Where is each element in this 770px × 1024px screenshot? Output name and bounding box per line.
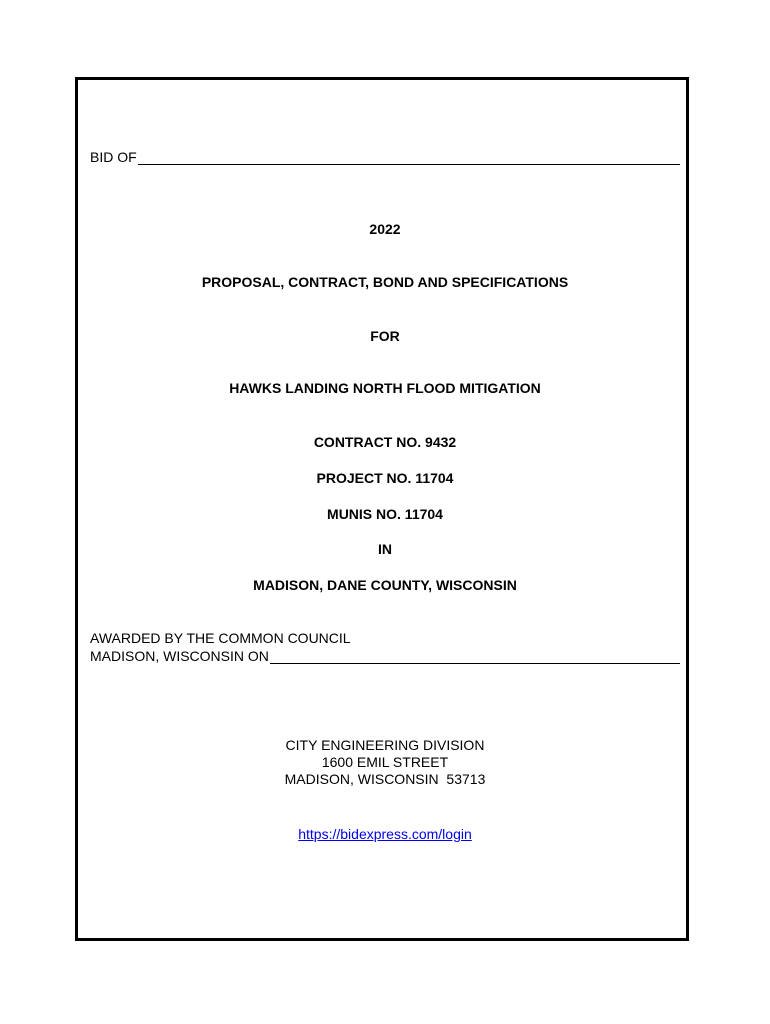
- contract-number: CONTRACT NO. 9432: [313, 434, 457, 450]
- awarded-line-2: MADISON, WISCONSIN ON: [90, 648, 269, 664]
- address-line-3: MADISON, WISCONSIN 53713: [284, 771, 486, 787]
- address-block: [0, 737, 770, 788]
- link-row: [0, 826, 770, 842]
- address-line-1: CITY ENGINEERING DIVISION: [285, 737, 485, 753]
- for-label: FOR: [370, 328, 400, 344]
- bid-of-label: BID OF: [90, 149, 137, 165]
- bid-of-blank-line: [138, 150, 680, 165]
- munis-number: MUNIS NO. 11704: [327, 506, 443, 522]
- year: 2022: [369, 221, 401, 237]
- in-label: IN: [378, 541, 392, 557]
- bid-of-row: [90, 149, 680, 165]
- document-title: PROPOSAL, CONTRACT, BOND AND SPECIFICATIONS: [201, 274, 569, 290]
- project-name: HAWKS LANDING NORTH FLOOD MITIGATION: [229, 380, 541, 396]
- bidexpress-link[interactable]: https://bidexpress.com/login: [298, 826, 472, 842]
- awarded-on-row: [90, 648, 680, 664]
- awarded-blank-line: [270, 649, 680, 664]
- address-line-2: 1600 EMIL STREET: [321, 754, 449, 770]
- location: MADISON, DANE COUNTY, WISCONSIN: [253, 577, 517, 593]
- awarded-line-1: AWARDED BY THE COMMON COUNCIL: [90, 630, 351, 646]
- project-number: PROJECT NO. 11704: [316, 470, 454, 486]
